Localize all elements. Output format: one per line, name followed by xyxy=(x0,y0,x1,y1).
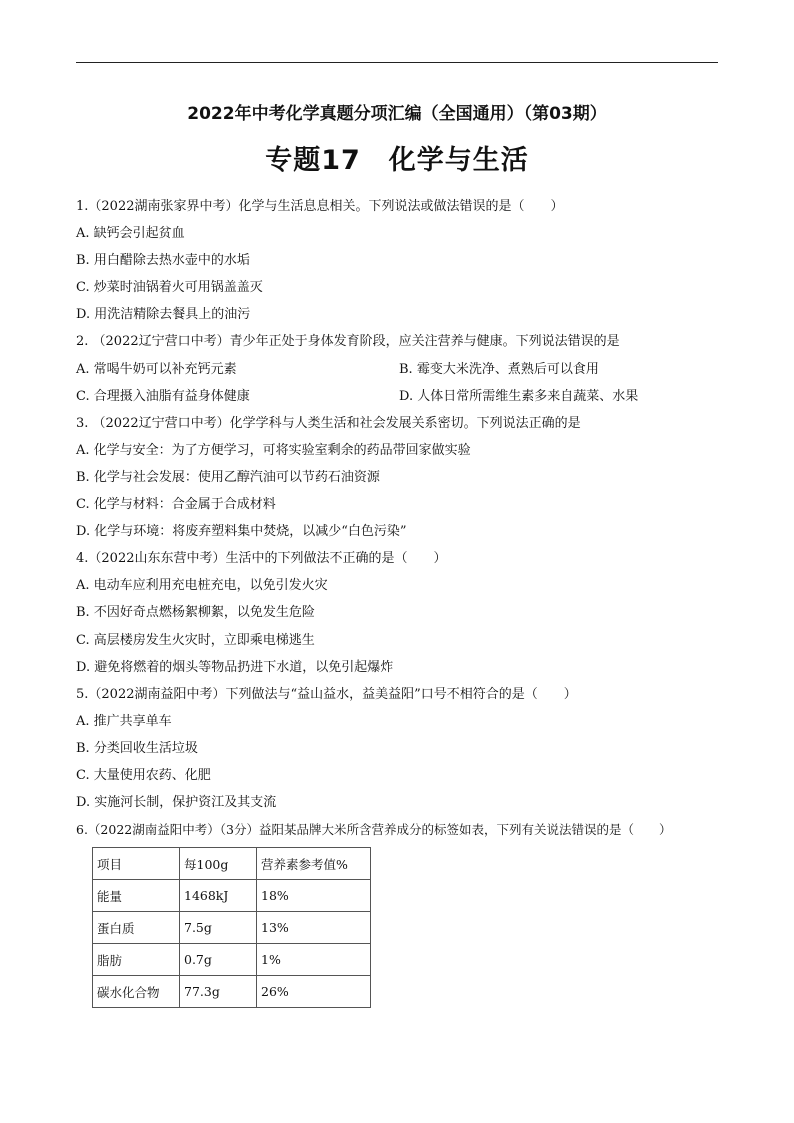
table-row xyxy=(93,976,371,1008)
table-row xyxy=(93,880,371,912)
nutrition-table xyxy=(92,847,371,1008)
option-row xyxy=(76,356,736,383)
option-b: B. 用白醋除去热水壶中的水垢 xyxy=(76,253,250,269)
table-row xyxy=(93,944,371,976)
table-row xyxy=(93,912,371,944)
top-rule xyxy=(76,62,718,63)
table-header-row xyxy=(93,848,371,880)
option-row xyxy=(76,383,736,410)
table-header-cell: 营养素参考值% xyxy=(257,848,371,880)
option-a: A. 电动车应利用充电桩充电，以免引发火灾 xyxy=(76,578,328,594)
table-cell: 0.7g xyxy=(180,944,257,976)
option-a: A. 化学与安全：为了方便学习，可将实验室剩余的药品带回家做实验 xyxy=(76,442,471,458)
option-b: B. 不因好奇点燃杨絮柳絮，以免发生危险 xyxy=(76,605,315,621)
option-b: B. 分类回收生活垃圾 xyxy=(76,740,198,756)
table-cell: 脂肪 xyxy=(93,944,180,976)
table-cell: 26% xyxy=(257,976,371,1008)
option-d: D. 实施河长制，保护资江及其支流 xyxy=(76,795,277,811)
table-header-cell: 每100g xyxy=(180,848,257,880)
question-stem: 6.（2022湖南益阳中考）（3分）益阳某品牌大米所含营养成分的标签如表，下列有关说法错误的是（ ） xyxy=(76,822,672,838)
question-stem: 3. （2022辽宁营口中考）化学学科与人类生活和社会发展关系密切。下列说法正确的是 xyxy=(76,415,581,431)
question-stem: 5.（2022湖南益阳中考）下列做法与“益山益水，益美益阳”口号不相符合的是（ ） xyxy=(76,686,577,702)
option-d: D. 人体日常所需维生素多来自蔬菜、水果 xyxy=(399,388,639,404)
question-stem: 4.（2022山东东营中考）生活中的下列做法不正确的是（ ） xyxy=(76,551,447,567)
option-b: B. 化学与社会发展：使用乙醇汽油可以节药石油资源 xyxy=(76,469,380,485)
table-header-cell: 项目 xyxy=(93,848,180,880)
table-cell: 7.5g xyxy=(180,912,257,944)
option-b: B. 霉变大米洗净、煮熟后可以食用 xyxy=(399,361,599,377)
option-c: C. 合理摄入油脂有益身体健康 xyxy=(76,388,250,404)
table-cell: 蛋白质 xyxy=(93,912,180,944)
question-6 xyxy=(76,816,736,843)
topic-title: 专题17 化学与生活 xyxy=(265,145,529,176)
table-cell: 77.3g xyxy=(180,976,257,1008)
table-cell: 18% xyxy=(257,880,371,912)
question-3 xyxy=(76,410,736,545)
option-c: C. 大量使用农药、化肥 xyxy=(76,767,211,783)
option-d: D. 避免将燃着的烟头等物品扔进下水道，以免引起爆炸 xyxy=(76,659,394,675)
table-cell: 1468kJ xyxy=(180,880,257,912)
option-d: D. 化学与环境：将废弃塑料集中焚烧，以减少“白色污染” xyxy=(76,524,407,540)
question-list xyxy=(76,193,736,843)
option-c: C. 炒菜时油锅着火可用锅盖盖灭 xyxy=(76,280,263,296)
question-stem: 1.（2022湖南张家界中考）化学与生活息息相关。下列说法或做法错误的是（ ） xyxy=(76,199,564,214)
question-2 xyxy=(76,328,736,409)
series-title: 2022年中考化学真题分项汇编（全国通用）（第03期） xyxy=(187,104,607,124)
option-a: A. 缺钙会引起贫血 xyxy=(76,226,185,242)
question-1 xyxy=(76,193,736,328)
table-cell: 13% xyxy=(257,912,371,944)
table-cell: 碳水化合物 xyxy=(93,976,180,1008)
option-a: A. 推广共享单车 xyxy=(76,713,172,729)
option-c: C. 化学与材料：合金属于合成材料 xyxy=(76,497,276,513)
table-cell: 1% xyxy=(257,944,371,976)
option-a: A. 常喝牛奶可以补充钙元素 xyxy=(76,361,237,377)
question-5 xyxy=(76,681,736,816)
question-4 xyxy=(76,545,736,680)
option-c: C. 高层楼房发生火灾时，立即乘电梯逃生 xyxy=(76,632,315,648)
table-cell: 能量 xyxy=(93,880,180,912)
question-stem: 2. （2022辽宁营口中考）青少年正处于身体发育阶段，应关注营养与健康。下列说法错误的是 xyxy=(76,334,620,350)
option-d: D. 用洗洁精除去餐具上的油污 xyxy=(76,307,251,323)
